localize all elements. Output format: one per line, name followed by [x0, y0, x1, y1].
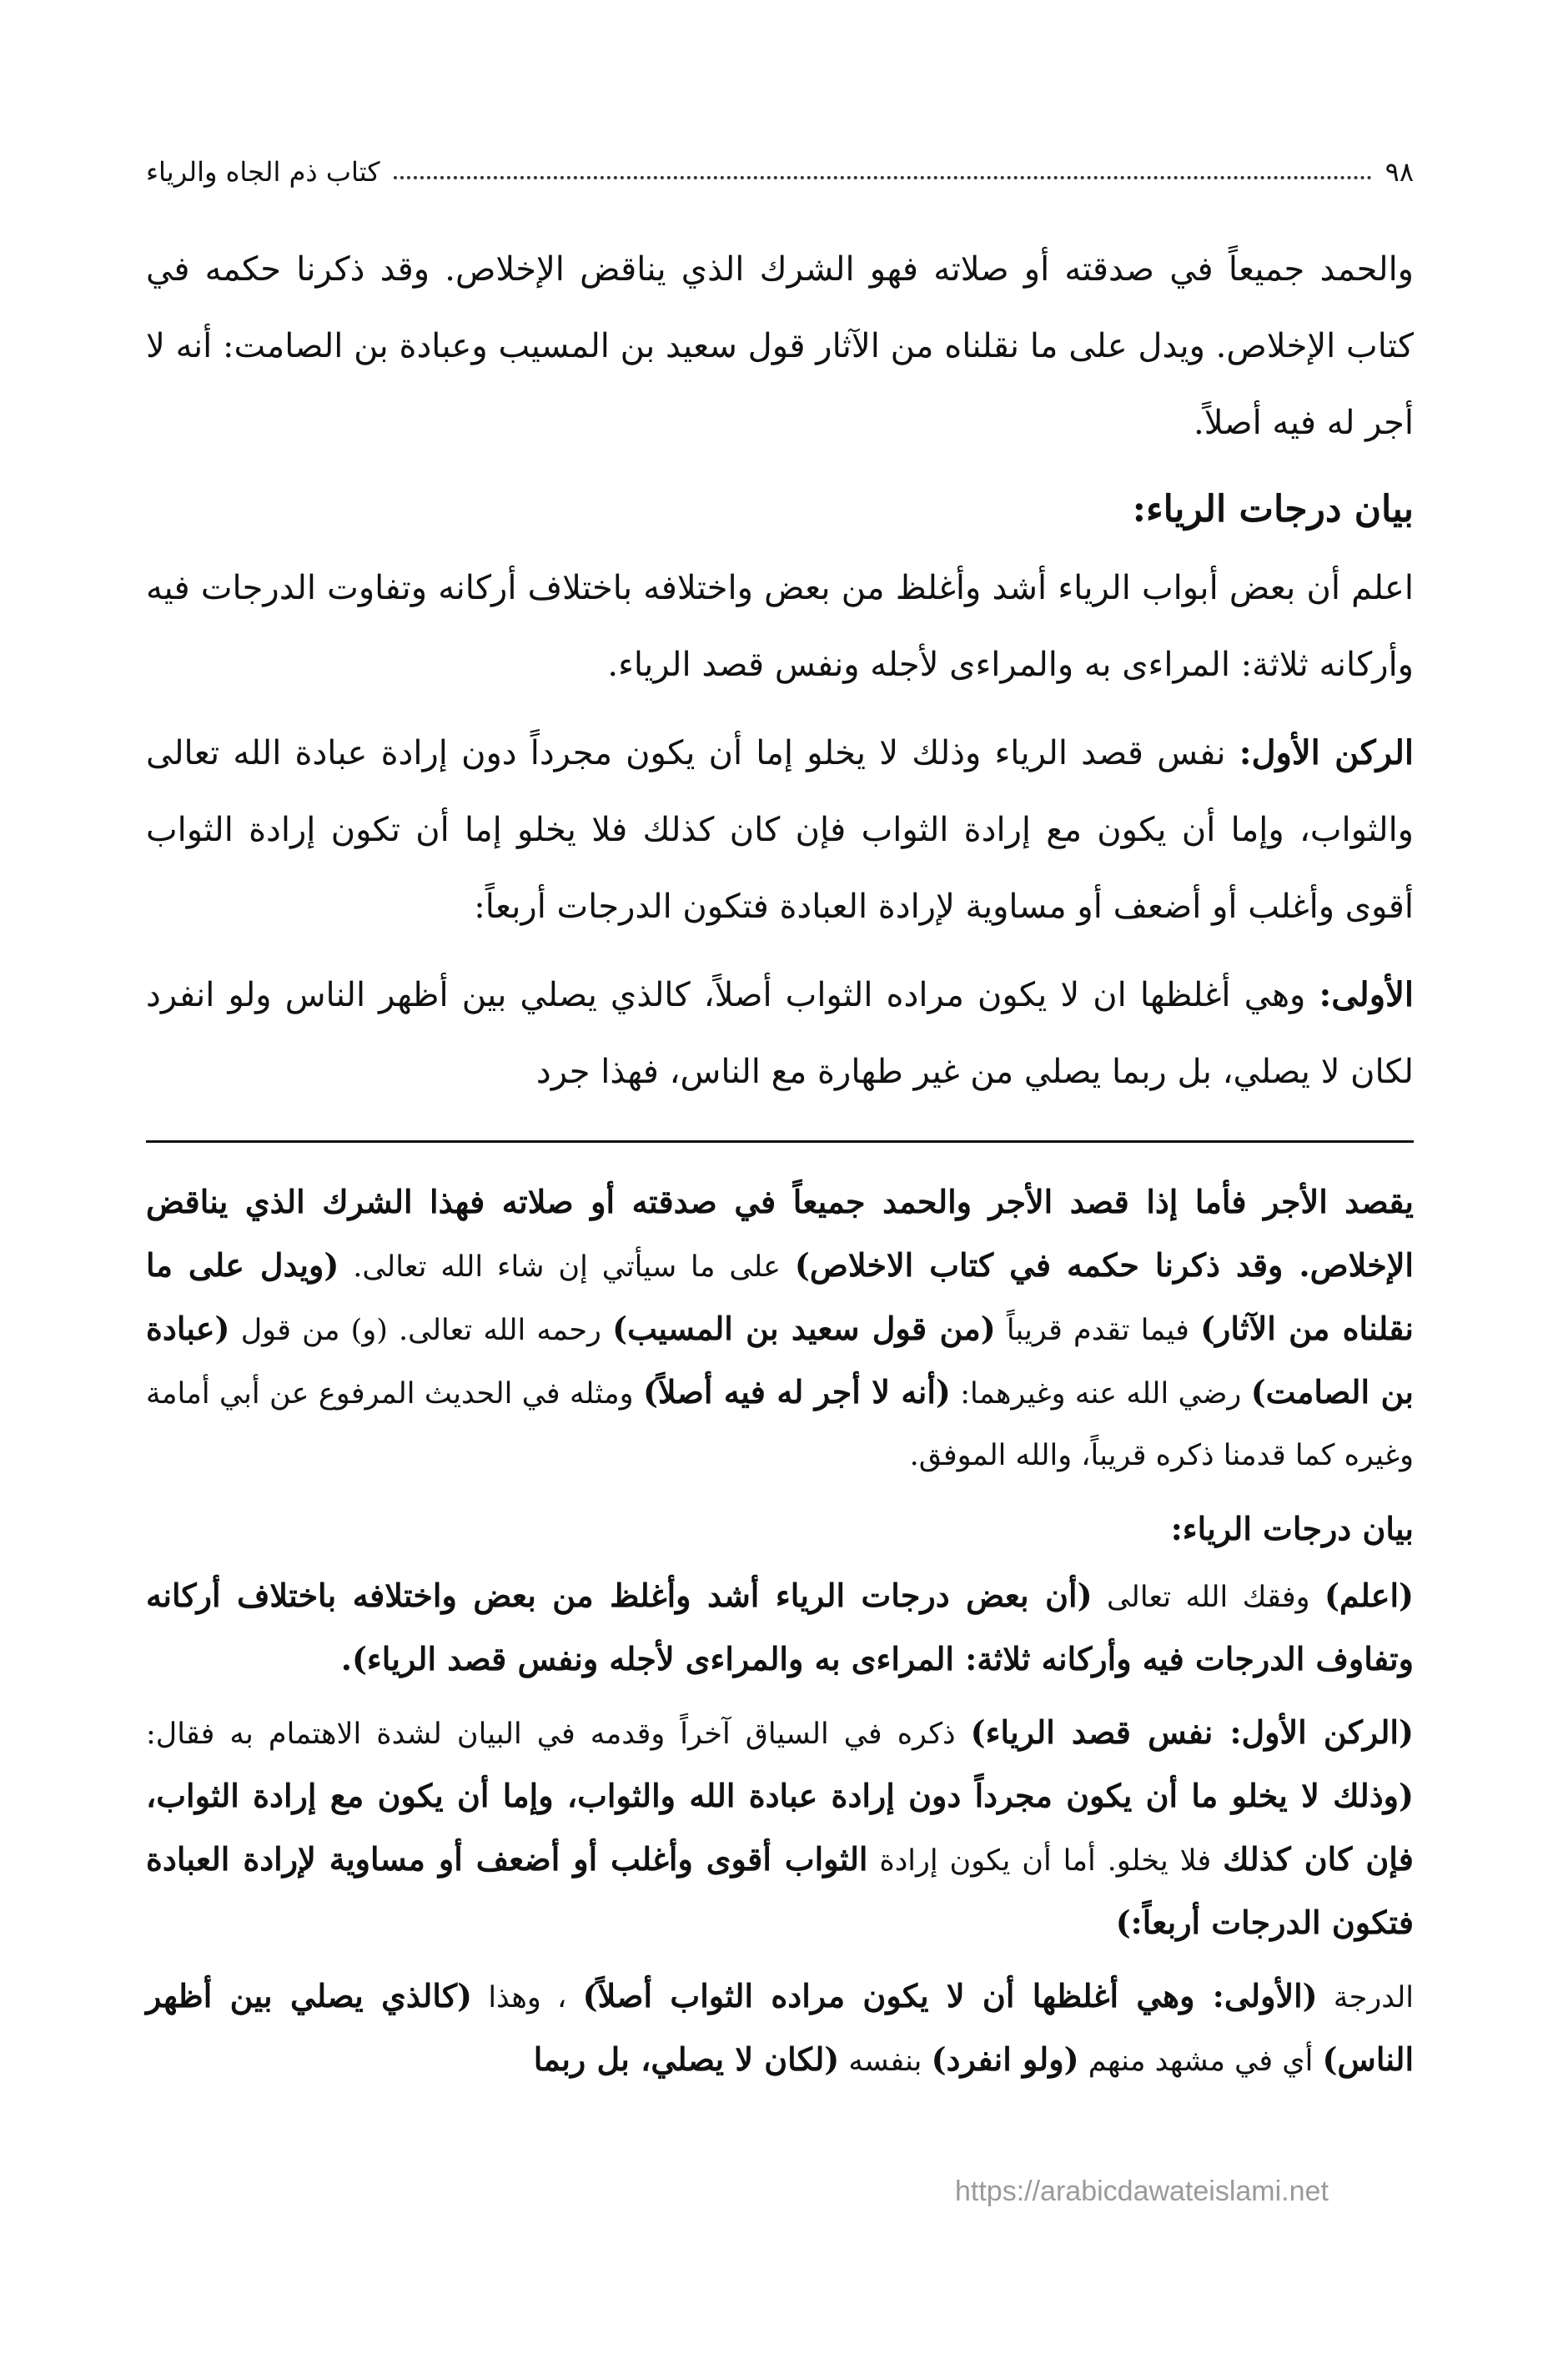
- quoted-matn: (من قول سعيد بن المسيب): [612, 1310, 996, 1347]
- sharh-text: فيما تقدم قريباً: [1006, 1314, 1189, 1347]
- sharh-text: ومثله في الحديث المرفوع عن أبي أمامة وغيره كما قدمنا ذكره قريباً، والله الموفق.: [146, 1377, 1414, 1472]
- book-page: [146, 138, 1414, 2290]
- quoted-matn: (وذلك لا يخلو ما أن يكون مجرداً دون إرادة عبادة الله والثواب، وإما أن يكون مع إرادة الثواب، فإن كان كذلك: [146, 1777, 1414, 1878]
- commentary-text: [146, 1171, 1414, 2092]
- pillar-one-text: نفس قصد الرياء وذلك لا يخلو إما أن يكون مجرداً دون إرادة عبادة الله تعالى والثواب، وإما أن يكون مع إرادة الثواب فإن كان كذلك فلا يخلو إما أن تكون إرادة الثواب أقوى وأغلب أو أضعف أو مساوية لإرادة العبادة فتكون الدرجات أربعاً:: [146, 734, 1414, 926]
- commentary-section-heading: بيان درجات الرياء:: [1170, 1510, 1414, 1547]
- running-title: كتاب ذم الجاه والرياء: [146, 156, 380, 188]
- site-watermark: https://arabicdawateislami.net: [955, 2175, 1329, 2207]
- sharh-text: بنفسه: [848, 2045, 922, 2078]
- sharh-text: فلا يخلو. أما أن يكون إرادة: [879, 1844, 1212, 1878]
- header-dotted-leader: [394, 176, 1372, 179]
- degree-one-label: الأولى:: [1319, 975, 1414, 1014]
- quoted-matn: (الأولى: وهي أغلظها أن لا يكون مراده الثواب أصلاً): [582, 1977, 1318, 2014]
- quoted-matn: (اعلم): [1324, 1577, 1414, 1614]
- main-paragraph-4: [146, 957, 1414, 1110]
- sharh-text: وفقك الله تعالى: [1106, 1581, 1310, 1614]
- main-section-heading: بيان درجات الرياء:: [1132, 488, 1414, 531]
- commentary-paragraph-3: [146, 1702, 1414, 1955]
- quoted-matn: (ولو انفرد): [931, 2040, 1079, 2078]
- main-paragraph-3: [146, 715, 1414, 945]
- sharh-text: ، وهذا: [488, 1981, 567, 2014]
- quoted-matn: الثواب أقوى وأغلب أو أضعف أو مساوية لإرادة العبادة فتكون الدرجات أربعاً:): [146, 1840, 1414, 1941]
- commentary-paragraph-2: [146, 1565, 1414, 1692]
- quoted-matn: (الركن الأول: نفس قصد الرياء): [970, 1713, 1414, 1751]
- main-paragraph-1: والحمد جميعاً في صدقته أو صلاته فهو الشرك الذي يناقض الإخلاص. وقد ذكرنا حكمه في كتاب الإخلاص. ويدل على ما نقلناه من الآثار قول سعيد بن المسيب وعبادة بن الصامت: أنه لا أجر له فيه أصلاً.: [146, 250, 1415, 442]
- page-number: ٩٨: [1385, 156, 1414, 188]
- page-header: [146, 138, 1414, 188]
- quoted-matn: يقصد الأجر فأما إذا قصد الأجر والحمد جميعاً في صدقته أو صلاته فهذا الشرك الذي يناقض الإخلاص. وقد ذكرنا حكمه في كتاب الاخلاص): [146, 1183, 1414, 1284]
- quoted-matn: (كالذي يصلي بين أظهر الناس): [146, 1977, 1414, 2078]
- commentary-paragraph-4: [146, 1965, 1414, 2092]
- main-text: [146, 231, 1414, 1110]
- commentary-divider: [146, 1140, 1414, 1143]
- degree-one-text: وهي أغلظها ان لا يكون مراده الثواب أصلاً، كالذي يصلي بين أظهر الناس ولو انفرد لكان لا يصلي، بل ربما يصلي من غير طهارة مع الناس، فهذا جرد: [146, 976, 1414, 1091]
- sharh-text: أي في مشهد منهم: [1088, 2045, 1314, 2078]
- quoted-matn: (ويدل على ما نقلناه من الآثار): [146, 1246, 1414, 1347]
- sharh-text: رضي الله عنه وغيرهما:: [960, 1377, 1242, 1411]
- commentary-paragraph-1: [146, 1171, 1414, 1486]
- quoted-matn: (أنه لا أجر له فيه أصلاً): [642, 1373, 951, 1411]
- pillar-one-label: الركن الأول:: [1239, 733, 1415, 772]
- main-paragraph-2: اعلم أن بعض أبواب الرياء أشد وأغلظ من بعض واختلافه باختلاف أركانه وتفاوت الدرجات فيه وأركانه ثلاثة: المراءى به والمراءى لأجله ونفس قصد الرياء.: [146, 569, 1414, 684]
- quoted-matn: (لكان لا يصلي، بل ربما: [533, 2040, 840, 2078]
- quoted-matn: (عبادة بن الصامت): [146, 1310, 1414, 1411]
- sharh-text: ذكره في السياق آخراً وقدمه في البيان لشدة الاهتمام به فقال:: [146, 1718, 956, 1751]
- quoted-matn: (أن بعض درجات الرياء أشد وأغلظ من بعض واختلافه باختلاف أركانه وتفاوف الدرجات فيه وأركانه ثلاثة: المراءى به والمراءى لأجله ونفس قصد الرياء).: [146, 1577, 1414, 1677]
- sharh-text: الدرجة: [1333, 1981, 1414, 2014]
- sharh-text: على ما سيأتي إن شاء الله تعالى.: [353, 1250, 781, 1284]
- sharh-text: رحمه الله تعالى. (و) من قول: [240, 1314, 601, 1347]
